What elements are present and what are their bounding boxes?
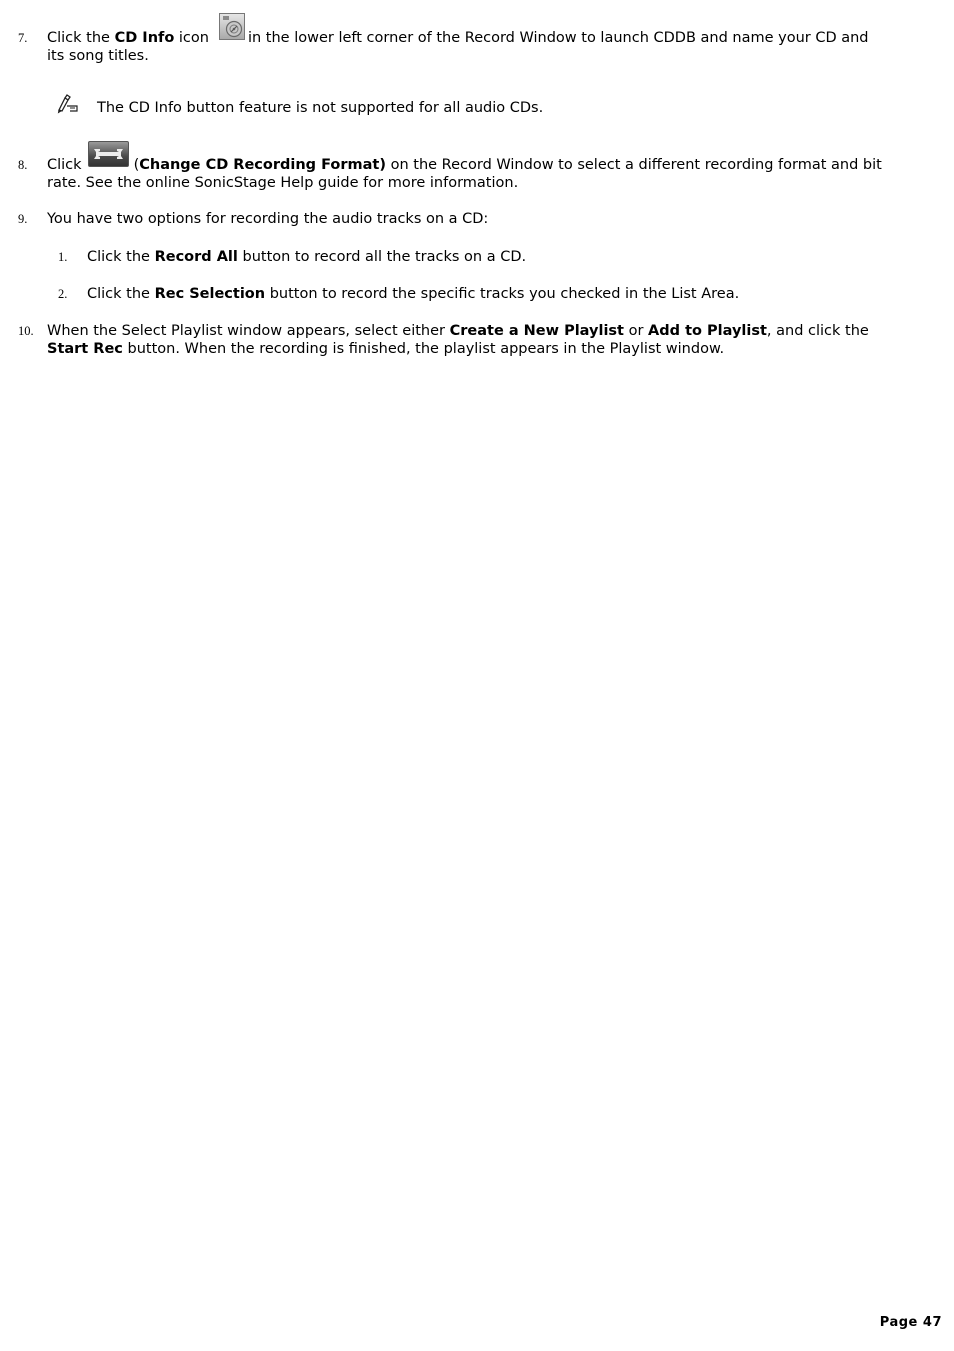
step-7-text xyxy=(47,29,907,65)
cd-info-icon xyxy=(219,13,245,40)
step-7-part3: in the lower left corner of the Record Window to launch CDDB and name your CD and xyxy=(247,30,869,46)
rec-selection-label: Rec Selection xyxy=(154,286,266,302)
step-number-7: 7. xyxy=(18,31,28,45)
substep-1-text xyxy=(87,248,907,266)
step-10-text xyxy=(47,322,907,358)
step-10-part1: When the Select Playlist window appears, select either xyxy=(47,323,450,339)
step-10-part4: button. When the recording is finished, the playlist appears in the Playlist window. xyxy=(122,341,725,357)
substep-1-part2: button to record all the tracks on a CD. xyxy=(237,249,527,265)
step-7-part1: Click the xyxy=(47,30,115,46)
cd-info-label: CD Info xyxy=(114,30,175,46)
step-9-text: You have two options for recording the audio tracks on a CD: xyxy=(47,211,489,227)
step-number-9: 9. xyxy=(18,212,28,226)
step-10-part3: , and click the xyxy=(766,323,869,339)
substep-number-1: 1. xyxy=(58,250,68,264)
step-10-part2: or xyxy=(623,323,649,339)
step-7-part4: its song titles. xyxy=(47,48,149,64)
page-number: Page 47 xyxy=(879,1315,942,1330)
start-rec-label: Start Rec xyxy=(47,341,123,357)
record-all-label: Record All xyxy=(154,249,238,265)
add-to-playlist-label: Add to Playlist xyxy=(648,323,767,339)
note-pen-icon xyxy=(56,94,80,114)
wrench-button-icon xyxy=(88,141,129,167)
step-7-part2: icon xyxy=(174,30,209,46)
substep-2-text xyxy=(87,285,907,303)
step-number-10: 10. xyxy=(18,324,34,338)
step-8-part4: rate. See the online SonicStage Help guide for more information. xyxy=(47,175,519,191)
step-8-text xyxy=(47,156,907,192)
change-format-label: Change CD Recording Format) xyxy=(139,157,386,173)
step-8-part2: ( xyxy=(133,157,140,173)
substep-2-part2: button to record the specific tracks you checked in the List Area. xyxy=(265,286,740,302)
note-text: The CD Info button feature is not supported for all audio CDs. xyxy=(97,100,544,116)
substep-number-2: 2. xyxy=(58,287,68,301)
step-number-8: 8. xyxy=(18,158,28,172)
step-8-part3: on the Record Window to select a different recording format and bit xyxy=(385,157,882,173)
substep-1-part1: Click the xyxy=(87,249,155,265)
step-8-part1: Click xyxy=(47,157,82,173)
create-new-playlist-label: Create a New Playlist xyxy=(449,323,624,339)
substep-2-part1: Click the xyxy=(87,286,155,302)
